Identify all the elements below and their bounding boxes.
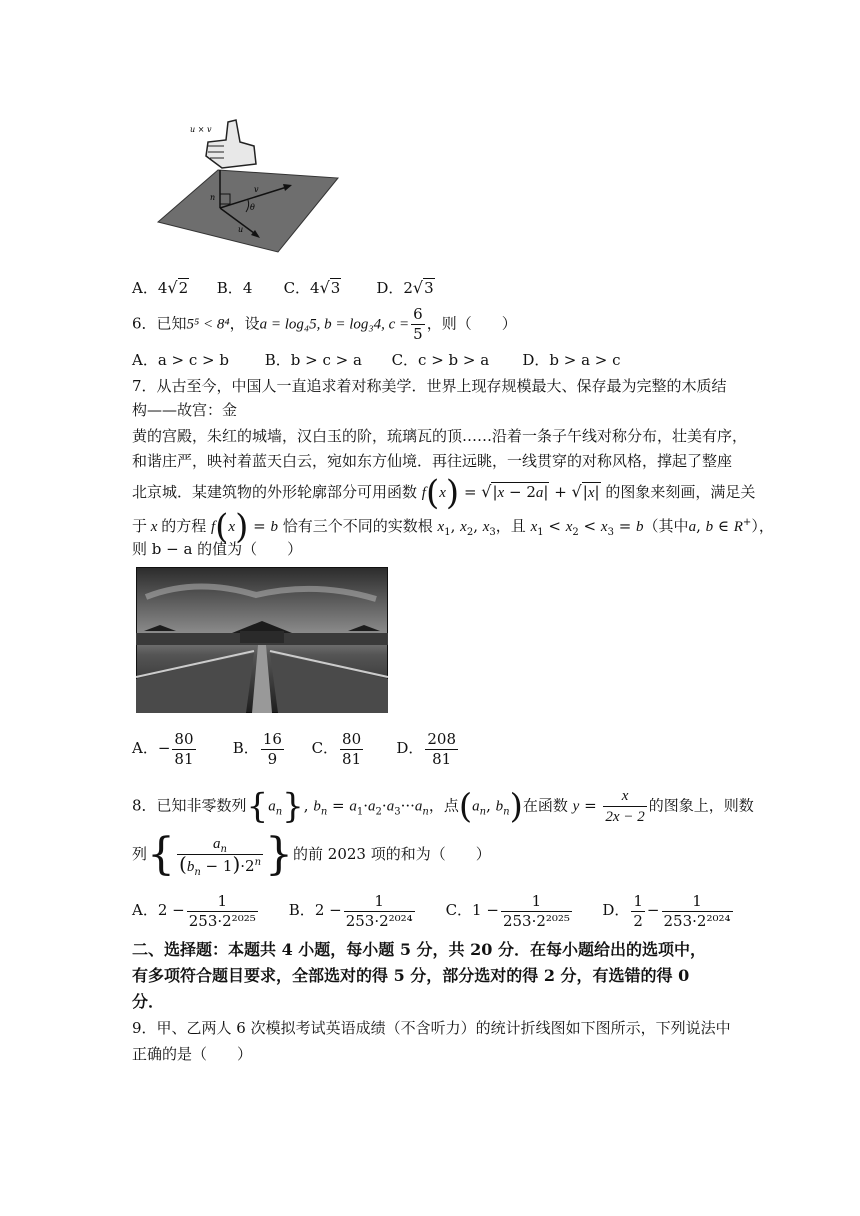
q7-option-d: D． $\frac{208}{81}$ bbox=[396, 729, 457, 768]
uv-label: u × v bbox=[190, 125, 212, 134]
q6-option-c: C．c > b > a bbox=[391, 351, 490, 369]
q8-options bbox=[132, 888, 735, 932]
q7-line-2: 构——故宫：金 bbox=[132, 401, 238, 419]
q7-line-7: 则 b − a 的值为（ ） bbox=[132, 540, 303, 558]
q5-options bbox=[132, 278, 435, 298]
q7-line-1: 7．从古至今，中国人一直追求着对称美学．世界上现存规模最大、保存最为完整的木质结 bbox=[132, 377, 727, 395]
forbidden-city-photo bbox=[136, 567, 388, 713]
q8-line-2: 列{ $\frac{a_n}{(b_n - 1)\cdot 2^n}$ }的前 2023 项的和为（ ） bbox=[132, 829, 491, 880]
v-label: v bbox=[254, 185, 259, 194]
q9-line-2: 正确的是（ ） bbox=[132, 1045, 253, 1063]
section-2-line-3: 分． bbox=[132, 992, 165, 1011]
right-hand-icon bbox=[206, 120, 256, 168]
q8-line-1: 8．已知非零数列$\{a_n\}$, $b_n = a_1\cdot a_2\cdot a_3\cdot\cdot\cdot a_n$，点($a_n$, $b_n$)在函数 y = $\frac{x}{2x - 2}$ 的图象上，则数 bbox=[132, 786, 754, 827]
q5-option-b: B．4 bbox=[216, 279, 253, 297]
q6-options bbox=[132, 350, 621, 370]
q7-options bbox=[132, 726, 460, 770]
plane-parallelogram bbox=[158, 170, 338, 252]
q8-option-a: A．2 − $\frac{1}{\text{253·2²⁰²⁵}}$ bbox=[132, 891, 256, 930]
n-label: n bbox=[210, 193, 216, 202]
q8-option-d: D． $\frac{1}{2}$ − $\frac{1}{\text{253·2²⁰²⁴}}$ bbox=[602, 891, 731, 930]
u-label: u bbox=[238, 225, 244, 234]
q6-option-a: A．a > c > b bbox=[132, 351, 229, 369]
q6-option-b: B．b > c > a bbox=[264, 351, 362, 369]
q7-option-b: B． $\frac{16}{9}$ bbox=[232, 729, 282, 768]
q7-line-5: 北京城．某建筑物的外形轮廓部分可用函数 f(x) = √|x − 2a| + √|x| 的图象来刻画，满足关 bbox=[132, 473, 756, 513]
q8-option-c: C．1 − $\frac{1}{\text{253·2²⁰²⁵}}$ bbox=[445, 891, 570, 930]
q7-line-4: 和谐庄严，映衬着蓝天白云，宛如东方仙境．再往远眺，一线贯穿的对称风格，撑起了整座 bbox=[132, 452, 733, 470]
q8-option-b: B．2 − $\frac{1}{\text{253·2²⁰²⁴}}$ bbox=[288, 891, 413, 930]
section-2-line-2: 有多项符合题目要求，全部选对的得 5 分，部分选对的得 2 分，有选错的得 0 bbox=[132, 966, 690, 985]
section-2-line-1: 二、选择题：本题共 4 小题，每小题 5 分，共 20 分．在每小题给出的选项中， bbox=[132, 940, 706, 959]
q7-option-c: C． $\frac{80}{81}$ bbox=[311, 729, 362, 768]
theta-label: θ bbox=[250, 203, 255, 212]
q7-option-a: A．− $\frac{80}{81}$ bbox=[132, 729, 194, 768]
q5-option-d: D．2√3 bbox=[376, 278, 434, 297]
cross-product-figure bbox=[150, 112, 345, 262]
q6-option-d: D．b > a > c bbox=[522, 351, 621, 369]
q5-option-a: A．4√2 bbox=[132, 278, 189, 297]
q7-line-3: 黄的宫殿，朱红的城墙，汉白玉的阶，琉璃瓦的顶……沿着一条子午线对称分布，壮美有序， bbox=[132, 427, 748, 445]
q9-line-1: 9．甲、乙两人 6 次模拟考试英语成绩（不含听力）的统计折线图如下图所示，下列说法中 bbox=[132, 1019, 731, 1037]
q5-option-c: C．4√3 bbox=[283, 278, 341, 297]
q7-line-6: 于 x 的方程 f(x) = b 恰有三个不同的实数根 $x_1$, $x_2$, $x_3$，且 $x_1 < x_2 < x_3 = b$（其中a, b ∈ R+）， bbox=[132, 507, 774, 547]
q6-stem: 6．已知5⁵ < 8⁴，设a = log₄5, b = log₃4, c = $\frac{6}{5}$ ，则（ ） bbox=[132, 305, 517, 343]
